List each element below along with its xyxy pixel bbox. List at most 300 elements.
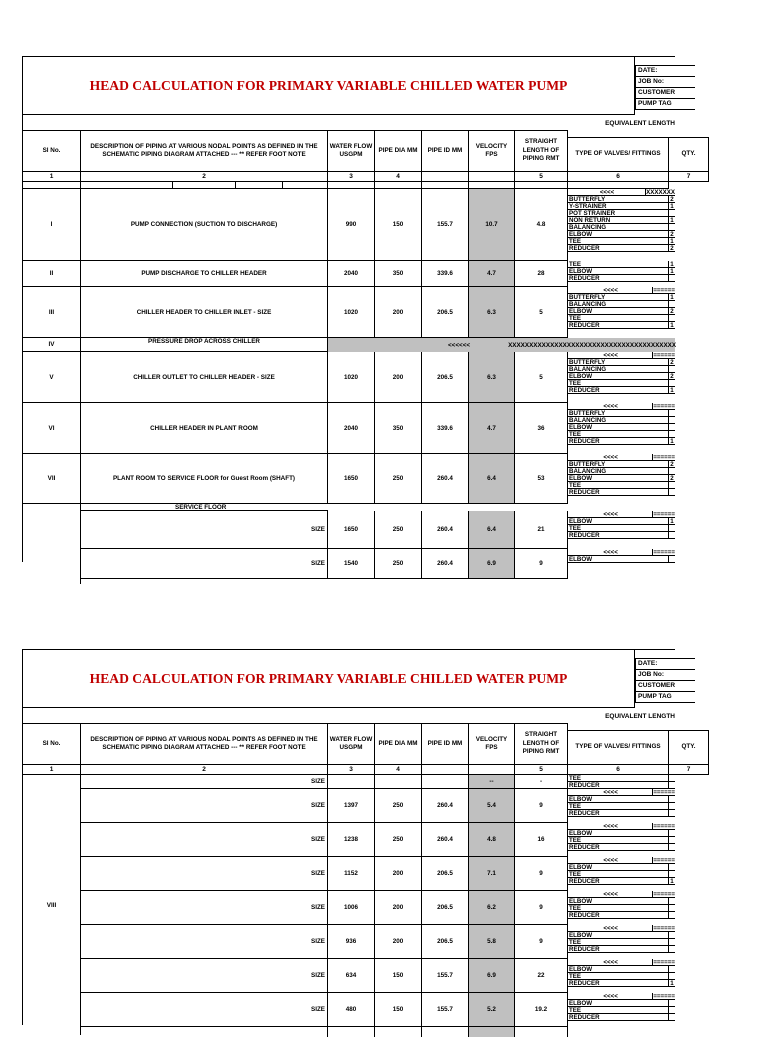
fitting-row xyxy=(568,871,675,878)
fitting-type: BUTTERFLY xyxy=(568,294,669,300)
cell-desc: PUMP DISCHARGE TO CHILLER HEADER xyxy=(81,261,328,287)
fitting-qty: 2 xyxy=(670,475,674,482)
cell-sl: III xyxy=(23,287,81,338)
fitting-row xyxy=(568,245,675,252)
fitting-qty: ====== xyxy=(653,823,675,830)
fitting-qty: 1 xyxy=(670,217,674,224)
fitting-type: ELBOW xyxy=(568,373,669,379)
cell-pid xyxy=(422,775,469,789)
fitting-row xyxy=(568,789,675,796)
fitting-type: TEE xyxy=(568,380,669,386)
fitting-type: REDUCER xyxy=(568,980,669,986)
fitting-row xyxy=(568,431,675,438)
fitting-row xyxy=(568,973,675,980)
column-number: 1 xyxy=(23,172,81,182)
fitting-row xyxy=(568,352,675,359)
fitting-qty xyxy=(669,380,675,386)
cell-vel: 5.4 xyxy=(469,789,515,823)
cell-flow: 1020 xyxy=(328,287,375,338)
cell-vel: 6.9 xyxy=(469,549,515,579)
table-row xyxy=(23,959,675,993)
fitting-type: TEE xyxy=(568,973,669,979)
table-row xyxy=(23,287,675,338)
fitting-type: <<<< xyxy=(568,549,653,555)
fitting-type: ELBOW xyxy=(568,932,669,938)
cell-vel: 5.2 xyxy=(469,993,515,1027)
cell-len: 9 xyxy=(515,925,568,959)
cell-flow: 2040 xyxy=(328,403,375,454)
column-header-valve-type: TYPE OF VALVES/ FITTINGS xyxy=(568,137,669,172)
cell-flow: 1650 xyxy=(328,454,375,504)
meta-job-no: JOB No: xyxy=(635,669,695,680)
fitting-qty: ====== xyxy=(653,789,675,796)
fitting-qty: XXXXXXX xyxy=(646,189,675,196)
cell-pid xyxy=(422,1027,469,1037)
cell-dia: 250 xyxy=(375,454,422,504)
fitting-qty xyxy=(669,1014,675,1020)
fitting-type: ELBOW xyxy=(568,424,669,430)
column-number: 7 xyxy=(669,765,709,775)
cell-len: 16 xyxy=(515,823,568,857)
service-floor-line xyxy=(81,510,328,511)
cell-len: 21 xyxy=(515,511,568,549)
meta-customer: CUSTOMER xyxy=(635,87,695,98)
fitting-type: <<<< xyxy=(568,993,653,999)
column-divider-row xyxy=(23,182,675,189)
cell-flow: 1006 xyxy=(328,891,375,925)
fitting-row xyxy=(568,864,675,871)
fitting-type: BALANCING xyxy=(568,301,669,307)
column-number: 3 xyxy=(328,765,375,775)
fitting-type: <<<< xyxy=(568,857,653,863)
fitting-row xyxy=(568,294,675,301)
fitting-type: POT STRAINER xyxy=(568,210,669,216)
table-row xyxy=(23,352,675,403)
fitting-qty xyxy=(669,301,675,307)
divider-cell xyxy=(568,182,669,189)
fittings-list xyxy=(568,775,675,789)
cell-vel xyxy=(469,1027,515,1037)
fitting-row xyxy=(568,932,675,939)
fitting-qty xyxy=(669,905,675,911)
cell-dia: 200 xyxy=(375,352,422,403)
fitting-qty: ====== xyxy=(653,891,675,898)
cell-sl: IV xyxy=(23,338,81,352)
fitting-qty xyxy=(669,224,675,230)
meta-date: DATE: xyxy=(635,65,695,76)
fittings-list xyxy=(568,993,675,1027)
fitting-type: ELBOW xyxy=(568,518,669,524)
service-floor-sl-cell xyxy=(23,504,81,584)
group-sl-viii: VIII xyxy=(23,775,81,1035)
fitting-type: ELBOW xyxy=(568,268,669,274)
cell-pid: 206.5 xyxy=(422,891,469,925)
fitting-qty xyxy=(669,1007,675,1013)
cell-vel: 6.4 xyxy=(469,454,515,504)
divider-cell xyxy=(236,182,283,189)
fitting-row xyxy=(568,898,675,905)
fitting-row xyxy=(568,844,675,851)
column-number xyxy=(469,172,515,182)
fittings-list xyxy=(568,857,675,891)
fitting-qty xyxy=(669,898,675,904)
fitting-row xyxy=(568,196,675,203)
column-header-sl-no: Sl No. xyxy=(23,723,81,765)
fitting-type: ELBOW xyxy=(568,898,669,904)
fitting-qty: 1 xyxy=(670,238,674,245)
fitting-type: REDUCER xyxy=(568,878,669,884)
fitting-qty: 2 xyxy=(670,245,674,252)
fitting-row xyxy=(568,424,675,431)
fitting-type: TEE xyxy=(568,315,669,321)
fitting-row xyxy=(568,532,675,539)
fitting-row xyxy=(568,410,675,417)
table-row xyxy=(23,189,675,261)
fitting-qty xyxy=(669,315,675,321)
column-header-pipe-dia: PIPE DIA MM xyxy=(375,723,422,765)
cell-dia: 150 xyxy=(375,959,422,993)
fitting-row xyxy=(568,380,675,387)
cell-sl: V xyxy=(23,352,81,403)
meta-date: DATE: xyxy=(635,658,695,669)
fitting-row xyxy=(568,217,675,224)
arrow-marker: <<<<<< xyxy=(448,341,471,349)
cell-len xyxy=(515,1027,568,1037)
fitting-type: <<<< xyxy=(568,352,653,358)
fitting-row xyxy=(568,203,675,210)
column-header-straight-length: STRAIGHT LENGTH OF PIPING RMT xyxy=(515,723,568,765)
cell-len: 5 xyxy=(515,352,568,403)
fitting-type: BUTTERFLY xyxy=(568,196,669,202)
fitting-type: <<<< xyxy=(568,891,653,897)
divider-cell xyxy=(283,182,328,189)
job-meta-box xyxy=(635,658,695,703)
cell-pid: 206.5 xyxy=(422,287,469,338)
column-header-pipe-id: PIPE ID MM xyxy=(422,723,469,765)
fitting-qty xyxy=(669,482,675,488)
fitting-qty: ====== xyxy=(653,287,675,294)
fitting-qty xyxy=(669,871,675,877)
fitting-row xyxy=(568,518,675,525)
cell-vel: 4.8 xyxy=(469,823,515,857)
column-header-valve-type: TYPE OF VALVES/ FITTINGS xyxy=(568,730,669,765)
fitting-row xyxy=(568,482,675,489)
fitting-type: ELBOW xyxy=(568,796,669,802)
cell-dia: 250 xyxy=(375,789,422,823)
fitting-type: <<<< xyxy=(568,454,653,460)
cell-pid: 206.5 xyxy=(422,352,469,403)
fitting-qty xyxy=(669,912,675,918)
meta-pump-tag: PUMP TAG xyxy=(635,98,695,110)
fitting-qty: ====== xyxy=(653,511,675,518)
fitting-qty: 1 xyxy=(670,261,674,268)
table-row xyxy=(23,891,675,925)
fitting-type: <<<< xyxy=(568,511,653,517)
cell-desc: SIZE xyxy=(81,789,328,823)
fitting-row xyxy=(568,1014,675,1021)
fitting-type: TEE xyxy=(568,525,669,531)
fittings-list xyxy=(568,511,675,549)
column-number: 5 xyxy=(515,172,568,182)
calculation-sheet-page-2 xyxy=(22,649,696,1025)
cell-desc: CHILLER OUTLET TO CHILLER HEADER - SIZE xyxy=(81,352,328,403)
fitting-row xyxy=(568,857,675,864)
column-header-pipe-id: PIPE ID MM xyxy=(422,130,469,172)
column-header-sl-no: Sl No. xyxy=(23,130,81,172)
fitting-type: REDUCER xyxy=(568,782,669,788)
fitting-qty: 2 xyxy=(670,373,674,380)
cell-len: - xyxy=(515,775,568,789)
fitting-row xyxy=(568,322,675,329)
fitting-type: TEE xyxy=(568,238,669,244)
cell-len: 4.8 xyxy=(515,189,568,261)
fitting-row xyxy=(568,549,675,556)
column-number: 5 xyxy=(515,765,568,775)
cell-dia xyxy=(375,1027,422,1037)
meta-pump-tag: PUMP TAG xyxy=(635,691,695,703)
fitting-row xyxy=(568,891,675,898)
cell-pid: 339.6 xyxy=(422,403,469,454)
fitting-row xyxy=(568,475,675,482)
cell-flow: 1152 xyxy=(328,857,375,891)
fitting-row xyxy=(568,275,675,282)
cell-flow: 634 xyxy=(328,959,375,993)
cell-desc: PUMP CONNECTION (SUCTION TO DISCHARGE) xyxy=(81,189,328,261)
cell-desc: SIZE xyxy=(81,993,328,1027)
fitting-type: BALANCING xyxy=(568,366,669,372)
cell-len: 9 xyxy=(515,789,568,823)
table-row-partial xyxy=(23,1027,675,1037)
cell-pid: 206.5 xyxy=(422,925,469,959)
fitting-type: TEE xyxy=(568,803,669,809)
fitting-type: REDUCER xyxy=(568,275,669,281)
fitting-type: BUTTERFLY xyxy=(568,461,669,467)
cell-desc: PLANT ROOM TO SERVICE FLOOR for Guest Room (SHAFT) xyxy=(81,454,328,504)
cell-pid: 260.4 xyxy=(422,511,469,549)
fitting-row xyxy=(568,387,675,394)
table-row xyxy=(23,511,675,549)
cell-desc: CHILLER HEADER TO CHILLER INLET - SIZE xyxy=(81,287,328,338)
fitting-row xyxy=(568,489,675,496)
fitting-qty: 1 xyxy=(670,268,674,275)
cell-flow: 990 xyxy=(328,189,375,261)
table-row xyxy=(23,823,675,857)
column-header-water-flow: WATER FLOW USGPM xyxy=(328,130,375,172)
table-row xyxy=(23,789,675,823)
fitting-row xyxy=(568,939,675,946)
cell-pid: 260.4 xyxy=(422,454,469,504)
fitting-type: REDUCER xyxy=(568,245,669,251)
fitting-row xyxy=(568,454,675,461)
fitting-row xyxy=(568,238,675,245)
fitting-row xyxy=(568,980,675,987)
fitting-row xyxy=(568,301,675,308)
cell-len: 36 xyxy=(515,403,568,454)
cell-len: 9 xyxy=(515,549,568,579)
cell-pid: 155.7 xyxy=(422,959,469,993)
cell-vel: 10.7 xyxy=(469,189,515,261)
fitting-type: REDUCER xyxy=(568,438,669,444)
cell-vel: 6.2 xyxy=(469,891,515,925)
fitting-qty xyxy=(669,973,675,979)
cell-dia: 200 xyxy=(375,287,422,338)
fitting-type: ELBOW xyxy=(568,231,669,237)
fitting-type: TEE xyxy=(568,939,669,945)
fittings-list xyxy=(568,352,675,403)
divider-cell xyxy=(23,182,81,189)
calculation-sheet-page-1 xyxy=(22,56,696,567)
fitting-type: ELBOW xyxy=(568,966,669,972)
cell-len: 19.2 xyxy=(515,993,568,1027)
fitting-type: <<<< xyxy=(568,403,653,409)
fittings-list xyxy=(568,823,675,857)
column-header-description: DESCRIPTION OF PIPING AT VARIOUS NODAL POINTS AS DEFINED IN THE SCHEMATIC PIPING DIAGRAM ATTACHED --- ** REFER FOOT NOTE xyxy=(81,723,328,765)
column-header-qty: QTY. xyxy=(669,137,709,172)
cell-flow: 1650 xyxy=(328,511,375,549)
fitting-type: REDUCER xyxy=(568,489,669,495)
table-row xyxy=(23,857,675,891)
fittings-list xyxy=(568,287,675,338)
fitting-type: BALANCING xyxy=(568,417,669,423)
cell-sl: VII xyxy=(23,454,81,504)
cell-flow: 1540 xyxy=(328,549,375,579)
fitting-row xyxy=(568,224,675,231)
chiller-drop-band xyxy=(328,338,675,352)
fitting-type: BALANCING xyxy=(568,224,669,230)
cell-pid: 206.5 xyxy=(422,857,469,891)
cell-desc: SIZE xyxy=(81,549,328,579)
table-row xyxy=(23,403,675,454)
fitting-qty xyxy=(669,489,675,495)
fitting-qty: 1 xyxy=(670,518,674,525)
fitting-type: BALANCING xyxy=(568,468,669,474)
fittings-list xyxy=(568,891,675,925)
fitting-row xyxy=(568,1000,675,1007)
fitting-qty xyxy=(669,782,675,788)
fitting-type: REDUCER xyxy=(568,1014,669,1020)
divider-cell xyxy=(375,182,422,189)
cell-len: 53 xyxy=(515,454,568,504)
divider-cell xyxy=(328,182,375,189)
fittings-list xyxy=(568,549,675,579)
cell-vel: 6.4 xyxy=(469,511,515,549)
cell-pid: 260.4 xyxy=(422,549,469,579)
cell-flow: 2040 xyxy=(328,261,375,287)
table-row xyxy=(23,925,675,959)
table-row xyxy=(23,261,675,287)
column-header-velocity: VELOCITY FPS xyxy=(469,723,515,765)
cell-len: 22 xyxy=(515,959,568,993)
divider-cell xyxy=(422,182,469,189)
fitting-row xyxy=(568,925,675,932)
fitting-row xyxy=(568,438,675,445)
cell-len: 9 xyxy=(515,891,568,925)
fitting-qty xyxy=(669,210,675,216)
cell-vel: 6.3 xyxy=(469,352,515,403)
cell-vel: 6.3 xyxy=(469,287,515,338)
cell-vel: 6.9 xyxy=(469,959,515,993)
fittings-list xyxy=(568,403,675,454)
fitting-qty xyxy=(669,525,675,531)
fitting-row xyxy=(568,417,675,424)
fitting-row xyxy=(568,966,675,973)
cell-desc: SIZE xyxy=(81,857,328,891)
fitting-qty xyxy=(669,417,675,423)
cell-vel: 7.1 xyxy=(469,857,515,891)
fitting-type: ELBOW xyxy=(568,556,669,562)
job-meta-box xyxy=(635,65,695,110)
fitting-qty xyxy=(669,424,675,430)
cell-desc: SIZE xyxy=(81,891,328,925)
fitting-type: REDUCER xyxy=(568,844,669,850)
fittings-list xyxy=(568,189,675,261)
fitting-qty: 1 xyxy=(670,294,674,301)
fitting-qty xyxy=(669,275,675,281)
column-number xyxy=(422,172,469,182)
fittings-list xyxy=(568,959,675,993)
fitting-row xyxy=(568,525,675,532)
cell-dia: 150 xyxy=(375,189,422,261)
fitting-type: TEE xyxy=(568,431,669,437)
divider-cell xyxy=(515,182,568,189)
cell-dia: 350 xyxy=(375,261,422,287)
fitting-type: ELBOW xyxy=(568,308,669,314)
cell-dia: 350 xyxy=(375,403,422,454)
cell-pid: 155.7 xyxy=(422,189,469,261)
cell-desc: SIZE xyxy=(81,511,328,549)
column-number: 4 xyxy=(375,765,422,775)
fitting-qty xyxy=(669,803,675,809)
meta-customer: CUSTOMER xyxy=(635,680,695,691)
cell-len: 5 xyxy=(515,287,568,338)
column-number xyxy=(422,765,469,775)
fitting-qty xyxy=(669,810,675,816)
fitting-type: TEE xyxy=(568,871,669,877)
cell-dia: 250 xyxy=(375,511,422,549)
fitting-type: BUTTERFLY xyxy=(568,359,669,365)
cell-pid: 260.4 xyxy=(422,823,469,857)
fitting-row xyxy=(568,1007,675,1014)
fitting-qty: 2 xyxy=(670,359,674,366)
fitting-qty: ====== xyxy=(653,993,675,1000)
cell-desc xyxy=(81,1027,328,1037)
cell-desc: SIZE xyxy=(81,823,328,857)
fitting-type: TEE xyxy=(568,837,669,843)
cell-dia: 150 xyxy=(375,993,422,1027)
fitting-row xyxy=(568,775,675,782)
column-number: 6 xyxy=(568,172,669,182)
fitting-row xyxy=(568,231,675,238)
fitting-type: TEE xyxy=(568,775,669,781)
fitting-qty: ====== xyxy=(653,352,675,359)
fitting-type: <<<< xyxy=(568,959,653,965)
fitting-row xyxy=(568,468,675,475)
fitting-row xyxy=(568,461,675,468)
fitting-qty: 1 xyxy=(670,203,674,210)
fitting-type: BUTTERFLY xyxy=(568,410,669,416)
fitting-qty xyxy=(669,556,675,562)
cell-dia: 200 xyxy=(375,925,422,959)
fitting-type: <<<< xyxy=(568,287,653,293)
cell-flow xyxy=(328,775,375,789)
fitting-type: ELBOW xyxy=(568,1000,669,1006)
fitting-qty: 2 xyxy=(670,231,674,238)
fitting-type: REDUCER xyxy=(568,912,669,918)
fitting-qty xyxy=(669,366,675,372)
fitting-row xyxy=(568,359,675,366)
cell-vel: 5.8 xyxy=(469,925,515,959)
divider-cell xyxy=(173,182,236,189)
